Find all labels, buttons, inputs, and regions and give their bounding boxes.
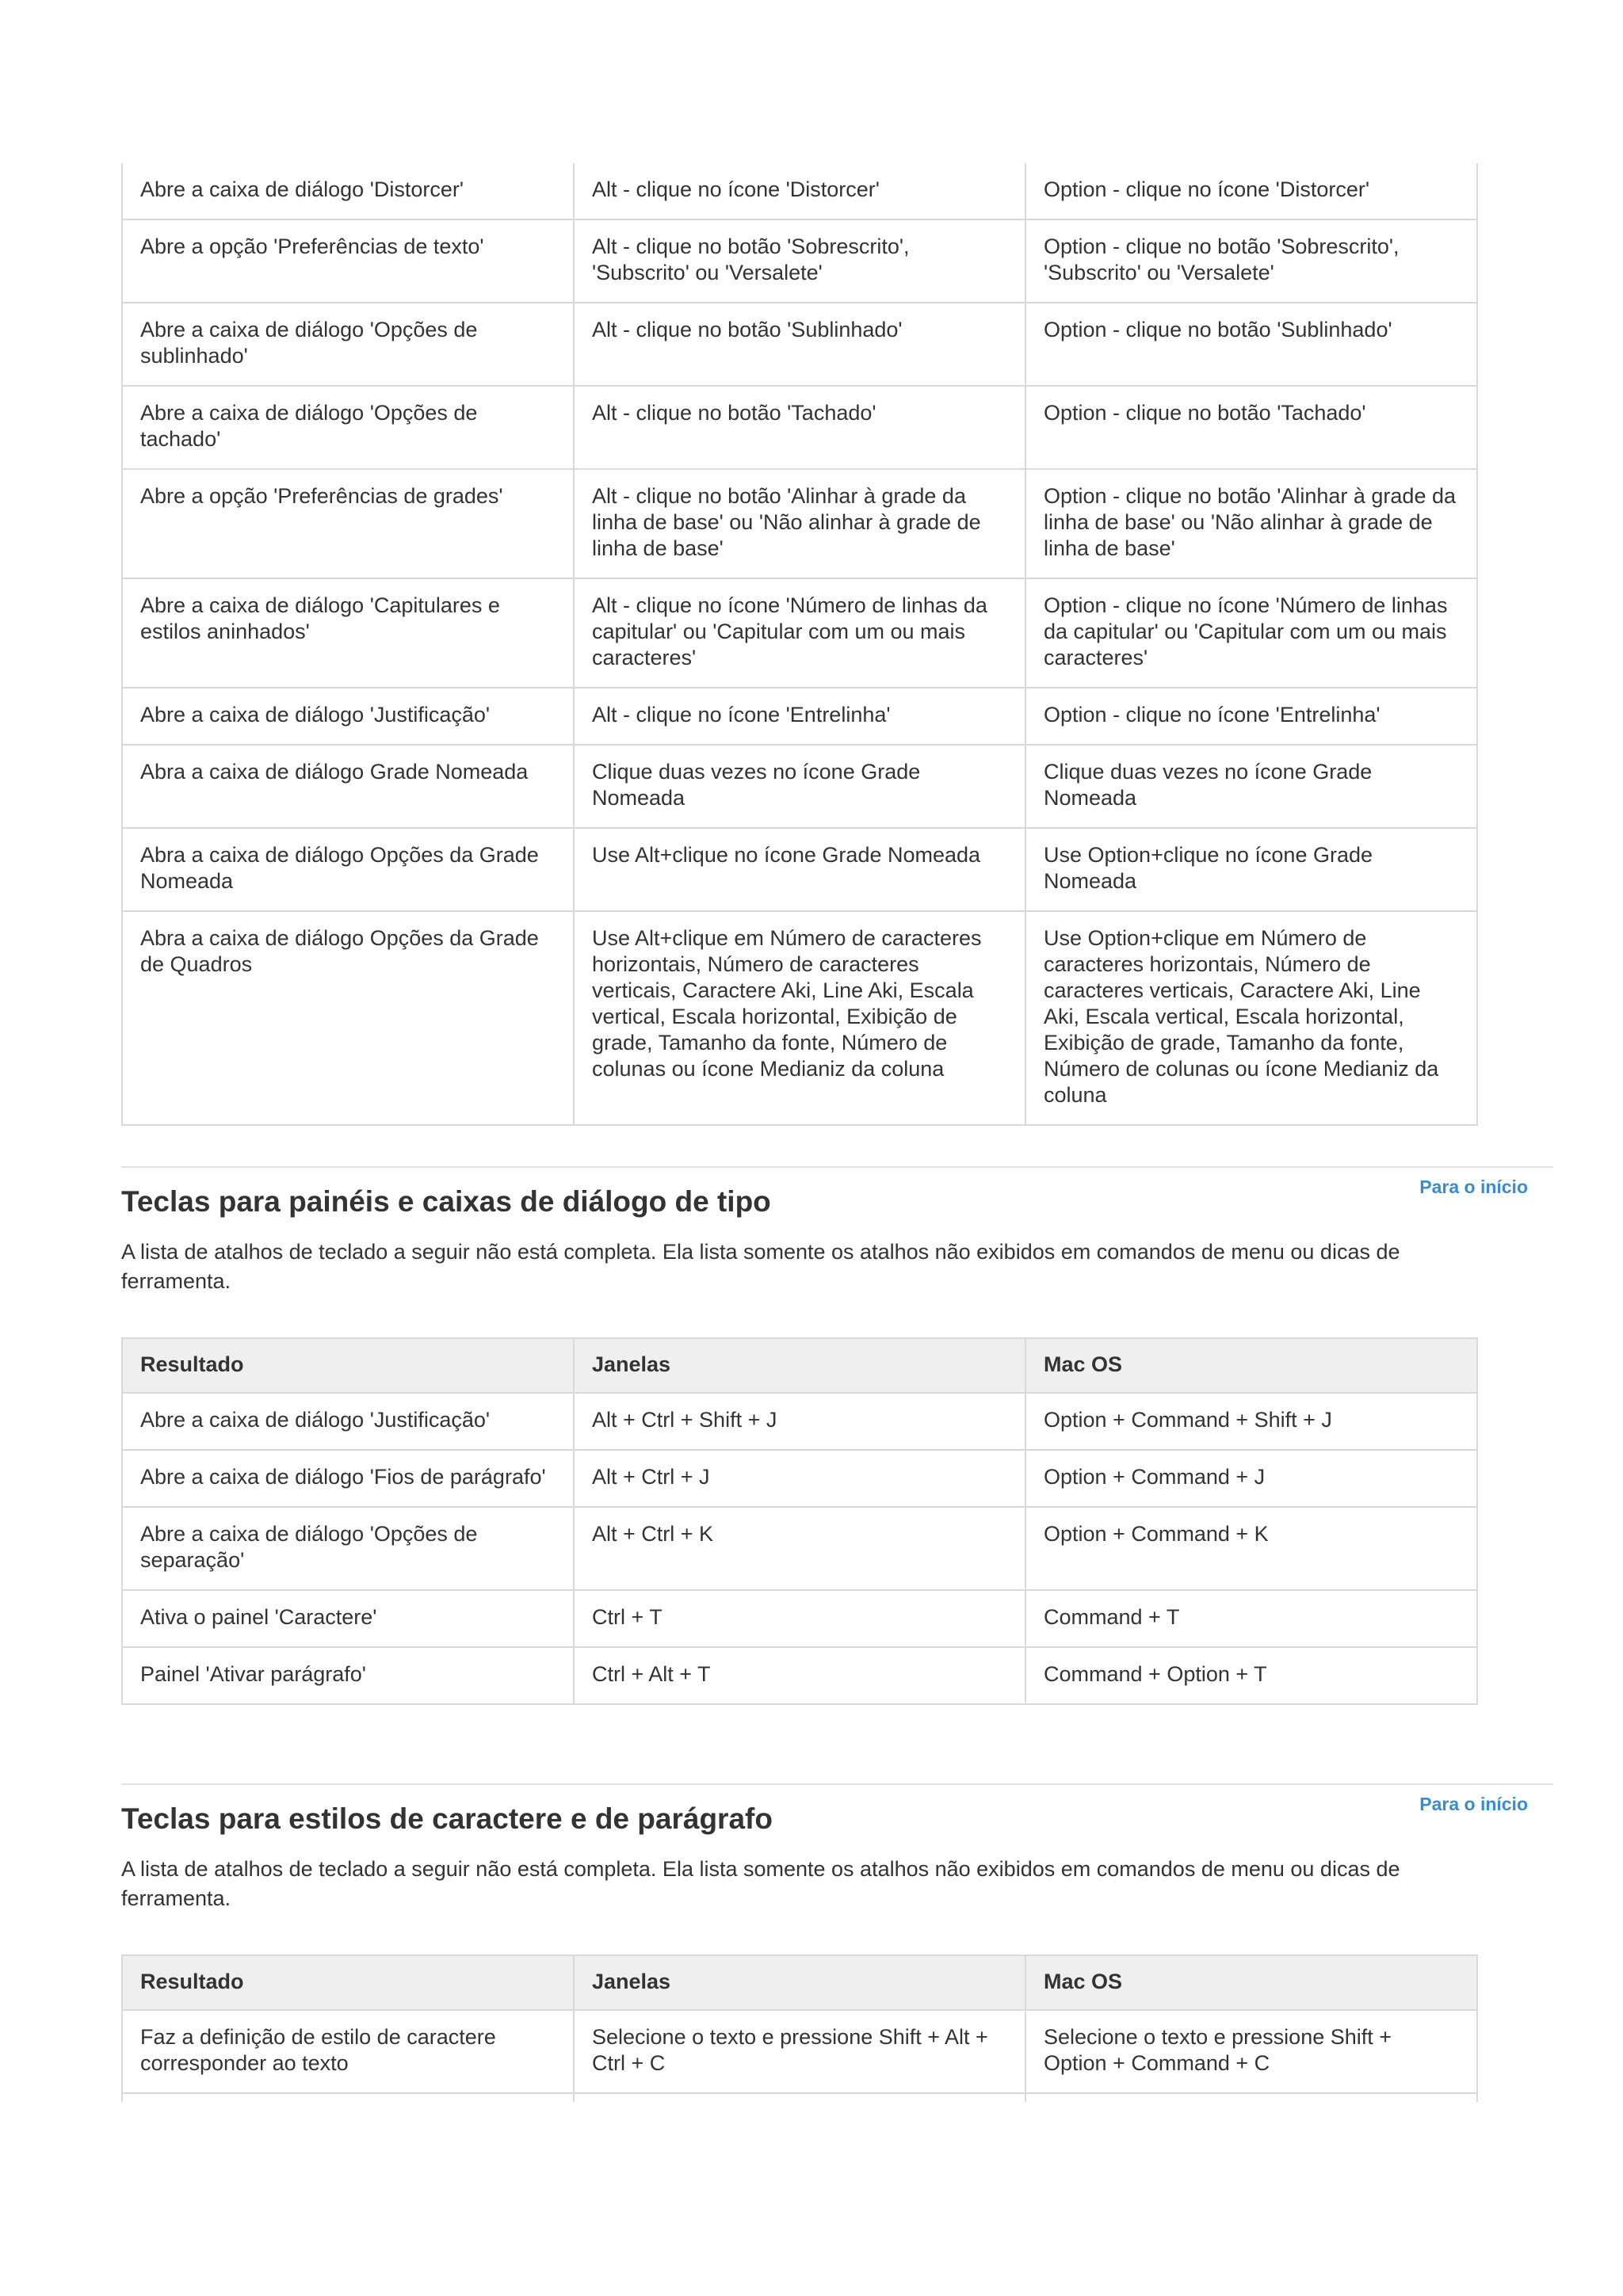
windows-cell: Use Alt+clique no ícone Grade Nomeada bbox=[574, 828, 1025, 911]
empty-cell bbox=[1025, 2093, 1477, 2102]
table-row bbox=[122, 1647, 1477, 1704]
result-cell: Abre a caixa de diálogo 'Opções de separação' bbox=[122, 1507, 574, 1590]
section-title: Teclas para painéis e caixas de diálogo de tipo bbox=[121, 1185, 771, 1218]
column-header-windows: Janelas bbox=[574, 1955, 1025, 2010]
table-body bbox=[122, 1393, 1477, 1704]
result-cell: Abra a caixa de diálogo Opções da Grade Nomeada bbox=[122, 828, 574, 911]
section-divider bbox=[121, 1783, 1553, 1785]
mac-cell: Selecione o texto e pressione Shift + Option + Command + C bbox=[1025, 2010, 1477, 2093]
table-row bbox=[122, 911, 1477, 1125]
table-body bbox=[122, 163, 1477, 1125]
column-header-result: Resultado bbox=[122, 1338, 574, 1393]
table-row bbox=[122, 386, 1477, 469]
result-cell: Abra a caixa de diálogo Opções da Grade de Quadros bbox=[122, 911, 574, 1125]
section-intro: A lista de atalhos de teclado a seguir não está completa. Ela lista somente os atalhos não exibidos em comandos de menu ou dicas de ferramenta. bbox=[121, 1240, 1400, 1293]
back-to-top-link[interactable]: Para o início bbox=[1419, 1177, 1528, 1197]
table-body bbox=[122, 2010, 1477, 2102]
mac-cell: Option - clique no botão 'Alinhar à grade da linha de base' ou 'Não alinhar à grade de linha de base' bbox=[1025, 469, 1477, 578]
shortcuts-table-type-panels bbox=[121, 1337, 1478, 1705]
result-cell: Abre a caixa de diálogo 'Distorcer' bbox=[122, 163, 574, 219]
windows-cell: Alt - clique no ícone 'Número de linhas da capitular' ou 'Capitular com um ou mais caracteres' bbox=[574, 578, 1025, 688]
windows-cell: Use Alt+clique em Número de caracteres horizontais, Número de caracteres verticais, Caractere Aki, Line Aki, Escala vertical, Escala horizontal, Exibição de grade, Tamanho da fonte, Número de colunas ou ícone Medianiz da coluna bbox=[574, 911, 1025, 1125]
mac-cell: Clique duas vezes no ícone Grade Nomeada bbox=[1025, 745, 1477, 828]
windows-cell: Clique duas vezes no ícone Grade Nomeada bbox=[574, 745, 1025, 828]
shortcuts-table-text-panels bbox=[121, 163, 1478, 1126]
table-row bbox=[122, 163, 1477, 219]
mac-cell: Command + T bbox=[1025, 1590, 1477, 1647]
result-cell: Abre a opção 'Preferências de grades' bbox=[122, 469, 574, 578]
mac-cell: Option - clique no botão 'Tachado' bbox=[1025, 386, 1477, 469]
table-header bbox=[122, 1955, 1477, 2010]
table-row bbox=[122, 828, 1477, 911]
column-header-mac: Mac OS bbox=[1025, 1955, 1477, 2010]
table-row bbox=[122, 469, 1477, 578]
result-cell: Abre a caixa de diálogo 'Opções de sublinhado' bbox=[122, 303, 574, 386]
windows-cell: Alt - clique no ícone 'Entrelinha' bbox=[574, 688, 1025, 745]
result-cell: Abre a caixa de diálogo 'Justificação' bbox=[122, 688, 574, 745]
back-to-top-link[interactable]: Para o início bbox=[1419, 1794, 1528, 1814]
result-cell: Painel 'Ativar parágrafo' bbox=[122, 1647, 574, 1704]
windows-cell: Alt + Ctrl + Shift + J bbox=[574, 1393, 1025, 1450]
windows-cell: Ctrl + T bbox=[574, 1590, 1025, 1647]
windows-cell: Ctrl + Alt + T bbox=[574, 1647, 1025, 1704]
result-cell: Abre a caixa de diálogo 'Opções de tachado' bbox=[122, 386, 574, 469]
mac-cell: Option + Command + J bbox=[1025, 1450, 1477, 1507]
table-row bbox=[122, 303, 1477, 386]
mac-cell: Use Option+clique no ícone Grade Nomeada bbox=[1025, 828, 1477, 911]
mac-cell: Use Option+clique em Número de caracteres horizontais, Número de caracteres verticais, Caractere Aki, Line Aki, Escala vertical, Escala horizontal, Exibição de grade, Tamanho da fonte, Número de colunas ou ícone Medianiz da coluna bbox=[1025, 911, 1477, 1125]
windows-cell: Alt - clique no botão 'Alinhar à grade da linha de base' ou 'Não alinhar à grade de linha de base' bbox=[574, 469, 1025, 578]
result-cell: Ativa o painel 'Caractere' bbox=[122, 1590, 574, 1647]
windows-cell: Alt - clique no botão 'Tachado' bbox=[574, 386, 1025, 469]
mac-cell: Option + Command + Shift + J bbox=[1025, 1393, 1477, 1450]
mac-cell: Option - clique no ícone 'Entrelinha' bbox=[1025, 688, 1477, 745]
mac-cell: Option - clique no ícone 'Distorcer' bbox=[1025, 163, 1477, 219]
table-row bbox=[122, 2010, 1477, 2093]
table-row bbox=[122, 1507, 1477, 1590]
section-divider bbox=[121, 1166, 1553, 1168]
column-header-mac: Mac OS bbox=[1025, 1338, 1477, 1393]
result-cell: Abra a caixa de diálogo Grade Nomeada bbox=[122, 745, 574, 828]
result-cell: Abre a caixa de diálogo 'Fios de parágrafo' bbox=[122, 1450, 574, 1507]
header-row bbox=[122, 1338, 1477, 1393]
table-row bbox=[122, 219, 1477, 303]
table-row bbox=[122, 688, 1477, 745]
empty-cell bbox=[574, 2093, 1025, 2102]
mac-cell: Option + Command + K bbox=[1025, 1507, 1477, 1590]
windows-cell: Alt - clique no botão 'Sobrescrito', 'Subscrito' ou 'Versalete' bbox=[574, 219, 1025, 303]
table-row bbox=[122, 578, 1477, 688]
section-title: Teclas para estilos de caractere e de parágrafo bbox=[121, 1802, 773, 1835]
result-cell: Abre a opção 'Preferências de texto' bbox=[122, 219, 574, 303]
table-row bbox=[122, 1393, 1477, 1450]
shortcuts-table-styles bbox=[121, 1955, 1478, 2102]
column-header-result: Resultado bbox=[122, 1955, 574, 2010]
result-cell: Faz a definição de estilo de caractere corresponder ao texto bbox=[122, 2010, 574, 2093]
mac-cell: Option - clique no ícone 'Número de linhas da capitular' ou 'Capitular com um ou mais caracteres' bbox=[1025, 578, 1477, 688]
empty-cell bbox=[122, 2093, 574, 2102]
column-header-windows: Janelas bbox=[574, 1338, 1025, 1393]
section-intro: A lista de atalhos de teclado a seguir não está completa. Ela lista somente os atalhos não exibidos em comandos de menu ou dicas de ferramenta. bbox=[121, 1857, 1400, 1910]
windows-cell: Alt - clique no botão 'Sublinhado' bbox=[574, 303, 1025, 386]
mac-cell: Command + Option + T bbox=[1025, 1647, 1477, 1704]
windows-cell: Alt + Ctrl + K bbox=[574, 1507, 1025, 1590]
table-row bbox=[122, 745, 1477, 828]
result-cell: Abre a caixa de diálogo 'Capitulares e estilos aninhados' bbox=[122, 578, 574, 688]
table-row-partial bbox=[122, 2093, 1477, 2102]
windows-cell: Alt - clique no ícone 'Distorcer' bbox=[574, 163, 1025, 219]
windows-cell: Alt + Ctrl + J bbox=[574, 1450, 1025, 1507]
result-cell: Abre a caixa de diálogo 'Justificação' bbox=[122, 1393, 574, 1450]
windows-cell: Selecione o texto e pressione Shift + Alt + Ctrl + C bbox=[574, 2010, 1025, 2093]
header-row bbox=[122, 1955, 1477, 2010]
mac-cell: Option - clique no botão 'Sobrescrito', 'Subscrito' ou 'Versalete' bbox=[1025, 219, 1477, 303]
table-row bbox=[122, 1590, 1477, 1647]
table-header bbox=[122, 1338, 1477, 1393]
mac-cell: Option - clique no botão 'Sublinhado' bbox=[1025, 303, 1477, 386]
table-row bbox=[122, 1450, 1477, 1507]
